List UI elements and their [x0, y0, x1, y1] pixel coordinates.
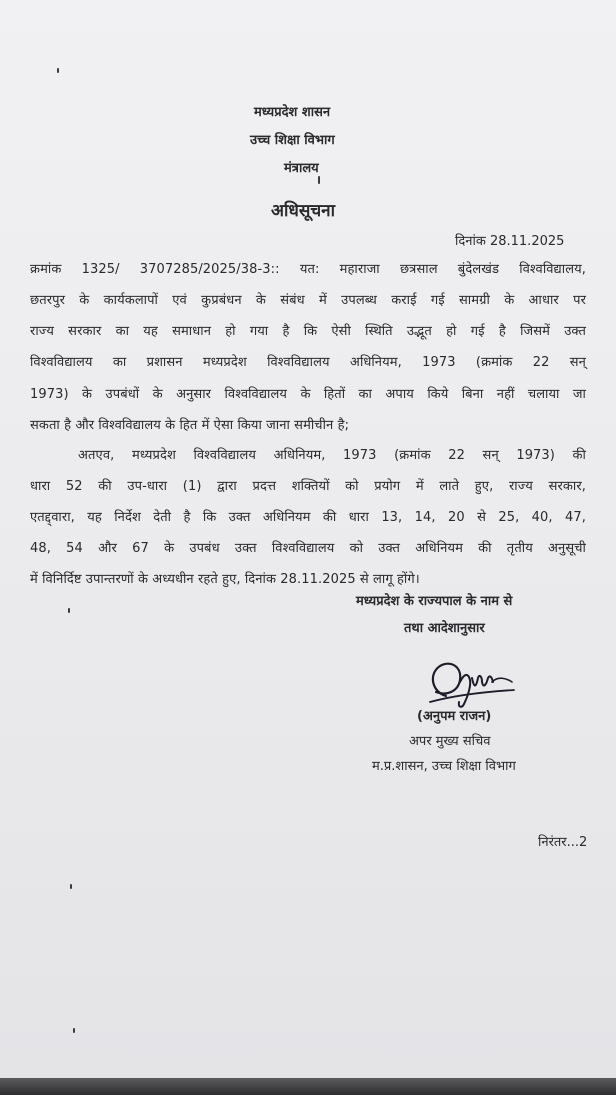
paragraph-2-line: धारा 52 की उप-धारा (1) द्वारा प्रदत्त शक्तियों को प्रयोग में लाते हुए, राज्य सरकार,: [30, 479, 586, 494]
paragraph-1-line: विश्वविद्यालय का प्रशासन मध्यप्रदेश विश्वविद्यालय अधिनियम, 1973 (क्रमांक 22 सन्: [30, 355, 586, 370]
scan-speck: [68, 608, 70, 613]
authority-line-1: मध्यप्रदेश के राज्यपाल के नाम से: [356, 594, 513, 609]
paragraph-2-line: एतद्द्वारा, यह निर्देश देती है कि उक्त अधिनियम की धारा 13, 14, 20 से 25, 40, 47,: [30, 510, 586, 525]
continued-marker: निरंतर...2: [538, 835, 588, 850]
paragraph-1-line: छतरपुर के कार्यकलापों एवं कुप्रबंधन के संबंध में उपलब्ध कराई गई सामग्री के आधार पर: [30, 293, 586, 308]
signatory-name: (अनुपम राजन): [417, 709, 492, 724]
header-line-department: उच्च शिक्षा विभाग: [250, 133, 335, 148]
scan-speck: [318, 176, 320, 184]
paragraph-2-line: 48, 54 और 67 के उपबंध उक्त विश्वविद्यालय को उक्त अधिनियम की तृतीय अनुसूची: [30, 541, 586, 556]
page-edge-shadow: [0, 1078, 616, 1095]
scan-speck: [73, 1028, 75, 1033]
paragraph-2-line: में विनिर्दिष्ट उपान्तरणों के अध्यधीन रहते हुए, दिनांक 28.11.2025 से लागू होंगे।: [30, 572, 420, 587]
signatory-department: म.प्र.शासन, उच्च शिक्षा विभाग: [372, 759, 516, 774]
paragraph-2-line: अतएव, मध्यप्रदेश विश्वविद्यालय अधिनियम, 1973 (क्रमांक 22 सन् 1973) की: [78, 448, 586, 463]
notification-date: दिनांक 28.11.2025: [455, 234, 565, 249]
header-line-government: मध्यप्रदेश शासन: [254, 105, 331, 120]
paragraph-1-line: क्रमांक 1325/ 3707285/2025/38-3:: यत: महाराजा छत्रसाल बुंदेलखंड विश्वविद्यालय,: [30, 262, 586, 277]
scan-speck: [70, 884, 72, 889]
handwritten-signature: [422, 652, 522, 714]
scan-speck: [57, 68, 59, 73]
paragraph-1-line: 1973) के उपबंधों के अनुसार विश्वविद्यालय के हितों का अपाय किये बिना नहीं चलाया जा: [30, 387, 586, 402]
authority-line-2: तथा आदेशानुसार: [404, 621, 485, 636]
paragraph-1-line: सकता है और विश्वविद्यालय के हित में ऐसा किया जाना समीचीन है;: [30, 418, 350, 433]
signatory-designation: अपर मुख्य सचिव: [409, 734, 491, 749]
header-line-ministry: मंत्रालय: [284, 161, 319, 176]
department-header: [250, 102, 335, 176]
notification-title: अधिसूचना: [271, 201, 335, 221]
paragraph-1-line: राज्य सरकार का यह समाधान हो गया है कि ऐसी स्थिति उद्भूत हो गई है जिसमें उक्त: [30, 324, 586, 339]
